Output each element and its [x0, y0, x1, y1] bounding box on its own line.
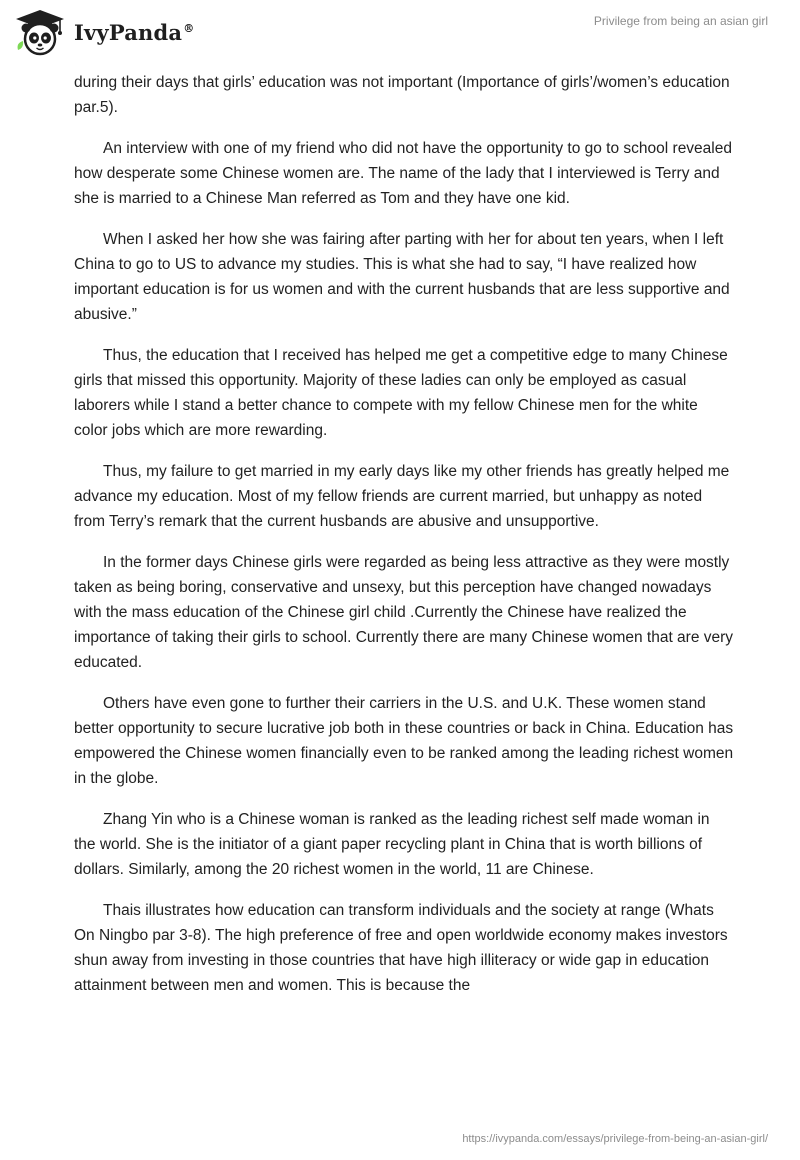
panda-graduate-icon [14, 8, 66, 56]
ivypanda-logo-link[interactable] [14, 8, 194, 56]
paragraph: An interview with one of my friend who did not have the opportunity to go to school revealed how desperate some Chinese women are. The name of the lady that I interviewed is Terry and she is married to a Chinese Man referred as Tom and they have one kid. [74, 140, 732, 207]
document-title: Privilege from being an asian girl [593, 14, 768, 28]
paragraph: In the former days Chinese girls were regarded as being less attractive as they were mostly taken as being boring, conservative and unsexy, but this perception have changed nowadays with the mass education of the Chinese girl child .Currently the Chinese have realized the importance of taking their girls to school. Currently there are many Chinese women that are very educated. [74, 554, 734, 671]
paragraph: Zhang Yin who is a Chinese woman is ranked as the leading richest self made woman in the world. She is the initiator of a giant paper recycling plant in China that is worth billions of dollars. Similarly, among the 20 richest women in the world, 11 are Chinese. [74, 811, 710, 878]
paragraph: Others have even gone to further their carriers in the U.S. and U.K. These women stand better opportunity to secure lucrative job both in these countries or back in China. Education has empowered the Chinese women financially even to be ranked among the leading richest women in the globe. [74, 695, 734, 787]
paragraph: during their days that girls’ education was not important (Importance of girls’/women’s education par.5). [74, 74, 730, 116]
paragraph: When I asked her how she was fairing after parting with her for about ten years, when I left China to go to US to advance my studies. This is what she had to say, “I have realized how important education is for us women and with the current husbands that are less supportive and abusive.” [74, 231, 730, 323]
page-header [0, 0, 800, 70]
registered-mark: ® [183, 21, 195, 35]
brand-name: IvyPanda® [74, 19, 195, 45]
source-url-link[interactable]: https://ivypanda.com/essays/privilege-from-being-an-asian-girl/ [462, 1133, 768, 1145]
paragraph: Thus, the education that I received has helped me get a competitive edge to many Chinese girls that missed this opportunity. Majority of these ladies can only be employed as casual laborers while I stand a better chance to compete with my fellow Chinese men for the white color jobs which are more rewarding. [74, 347, 728, 439]
paragraph: Thais illustrates how education can transform individuals and the society at range (Whats On Ningbo par 3-8). The high preference of free and open worldwide economy makes investors shun away from investing in those countries that have high illiteracy or wide gap in education attainment between men and women. This is because the [74, 902, 728, 994]
paragraph: Thus, my failure to get married in my early days like my other friends has greatly helped me advance my education. Most of my fellow friends are current married, but unhappy as noted from Terry’s remark that the current husbands are abusive and unsupportive. [74, 463, 730, 530]
essay-body [74, 70, 734, 1014]
